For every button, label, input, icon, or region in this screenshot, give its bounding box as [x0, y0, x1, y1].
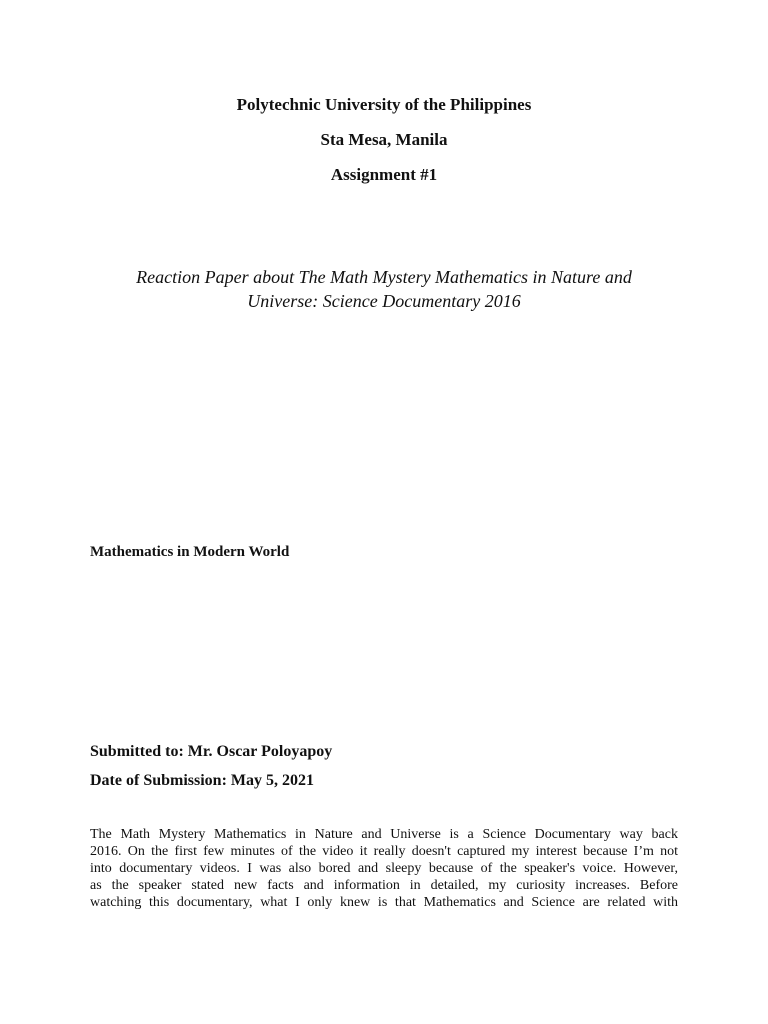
submitted-to-value: Mr. Oscar Poloyapoy [187, 743, 333, 760]
body-line: watching this documentary, what I only knew is that Mathematics and Science are related with [90, 895, 678, 910]
submission-date-label: Date of Submission: [90, 772, 227, 789]
course-name: Mathematics in Modern World [90, 544, 290, 560]
submitted-to-label: Submitted to: [90, 743, 184, 760]
body-paragraph [90, 826, 678, 911]
submitted-to [90, 742, 332, 762]
submission-date [90, 771, 314, 791]
submission-date-value: May 5, 2021 [230, 772, 315, 789]
body-line: 2016. On the first few minutes of the video it really doesn't captured my interest because I’m not [90, 844, 678, 859]
paper-title [90, 265, 678, 313]
body-line: The Math Mystery Mathematics in Nature and Universe is a Science Documentary way back [90, 827, 678, 842]
paper-title-line-2: Universe: Science Documentary 2016 [247, 291, 521, 311]
university-name: Polytechnic University of the Philippines [236, 95, 532, 114]
body-line: into documentary videos. I was also bored and sleepy because of the speaker's voice. However, [90, 861, 678, 876]
assignment-number: Assignment #1 [330, 165, 438, 184]
paper-title-line-1: Reaction Paper about The Math Mystery Mathematics in Nature and [136, 267, 632, 287]
body-line: as the speaker stated new facts and information in detailed, my curiosity increases. Before [90, 878, 678, 893]
university-location: Sta Mesa, Manila [320, 130, 448, 149]
